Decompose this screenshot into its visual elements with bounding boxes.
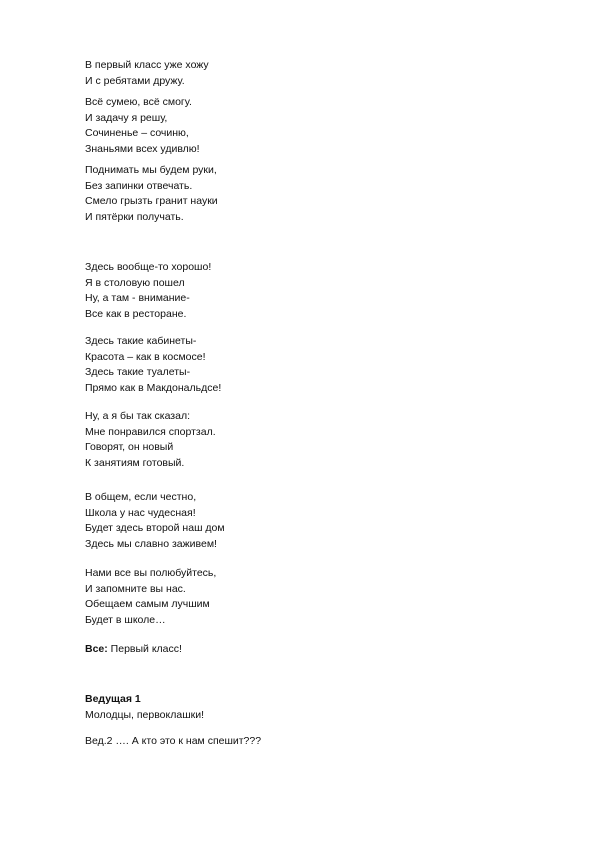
chorus-line [85,642,525,658]
host-2-text: Вед.2 …. А кто это к нам спешит??? [85,735,262,747]
poem-line: Здесь вообще-то хорошо! [85,261,212,273]
poem-line: Знаньями всех удивлю! [85,142,200,155]
stanza-1 [85,58,525,89]
poem-line: Красота – как в космосе! [85,350,206,363]
stanza-6 [85,409,525,471]
poem-line: Всё сумею, всё смогу. [85,96,192,108]
poem-line: В общем, если честно, [85,491,197,503]
stanza-7 [85,490,525,552]
poem-line: Говорят, он новый [85,441,174,453]
poem-line: Смело грызть гранит науки [85,195,218,207]
poem-line: Здесь такие кабинеты- [85,335,197,347]
poem-line: Школа у нас чудесная! [85,506,196,519]
stanza-8 [85,566,525,628]
poem-line: К занятиям готовый. [85,456,185,469]
chorus-text: Первый класс! [107,643,182,655]
chorus-speaker: Все: [85,643,108,655]
host-2-block [85,734,525,750]
stanza-5 [85,334,525,396]
poem-line: Обещаем самым лучшим [85,598,210,610]
poem-line: И запомните вы нас. [85,582,186,595]
poem-line: Ну, а там - внимание- [85,292,190,304]
poem-line: Поднимать мы будем руки, [85,164,217,176]
stanza-2 [85,95,525,157]
poem-line: Прямо как в Макдональдсе! [85,381,222,394]
poem-line: И с ребятами дружу. [85,74,185,87]
stanza-4 [85,260,525,322]
poem-line: Сочиненье – сочиню, [85,127,189,139]
stanza-3 [85,163,525,225]
poem-line: Здесь такие туалеты- [85,366,191,378]
poem-line: Без запинки отвечать. [85,179,193,192]
chorus-wrapper [85,642,525,658]
poem-line: И пятёрки получать. [85,210,184,223]
poem-line: Ну, а я бы так сказал: [85,410,190,422]
poem-line: Мне понравился спортзал. [85,425,216,438]
poem-line: Будет здесь второй наш дом [85,522,225,534]
poem-line: Здесь мы славно заживем! [85,537,217,550]
poem-line: Будет в школе… [85,613,166,626]
poem-line: В первый класс уже хожу [85,59,209,71]
poem-line: И задачу я решу, [85,111,168,124]
poem-line: Все как в ресторане. [85,307,187,320]
host-1-text: Молодцы, первоклашки! [85,708,204,721]
poem-line: Я в столовую пошел [85,276,185,289]
host-1-block [85,692,525,723]
host-1-speaker: Ведущая 1 [85,693,141,705]
poem-line: Нами все вы полюбуйтесь, [85,567,217,579]
